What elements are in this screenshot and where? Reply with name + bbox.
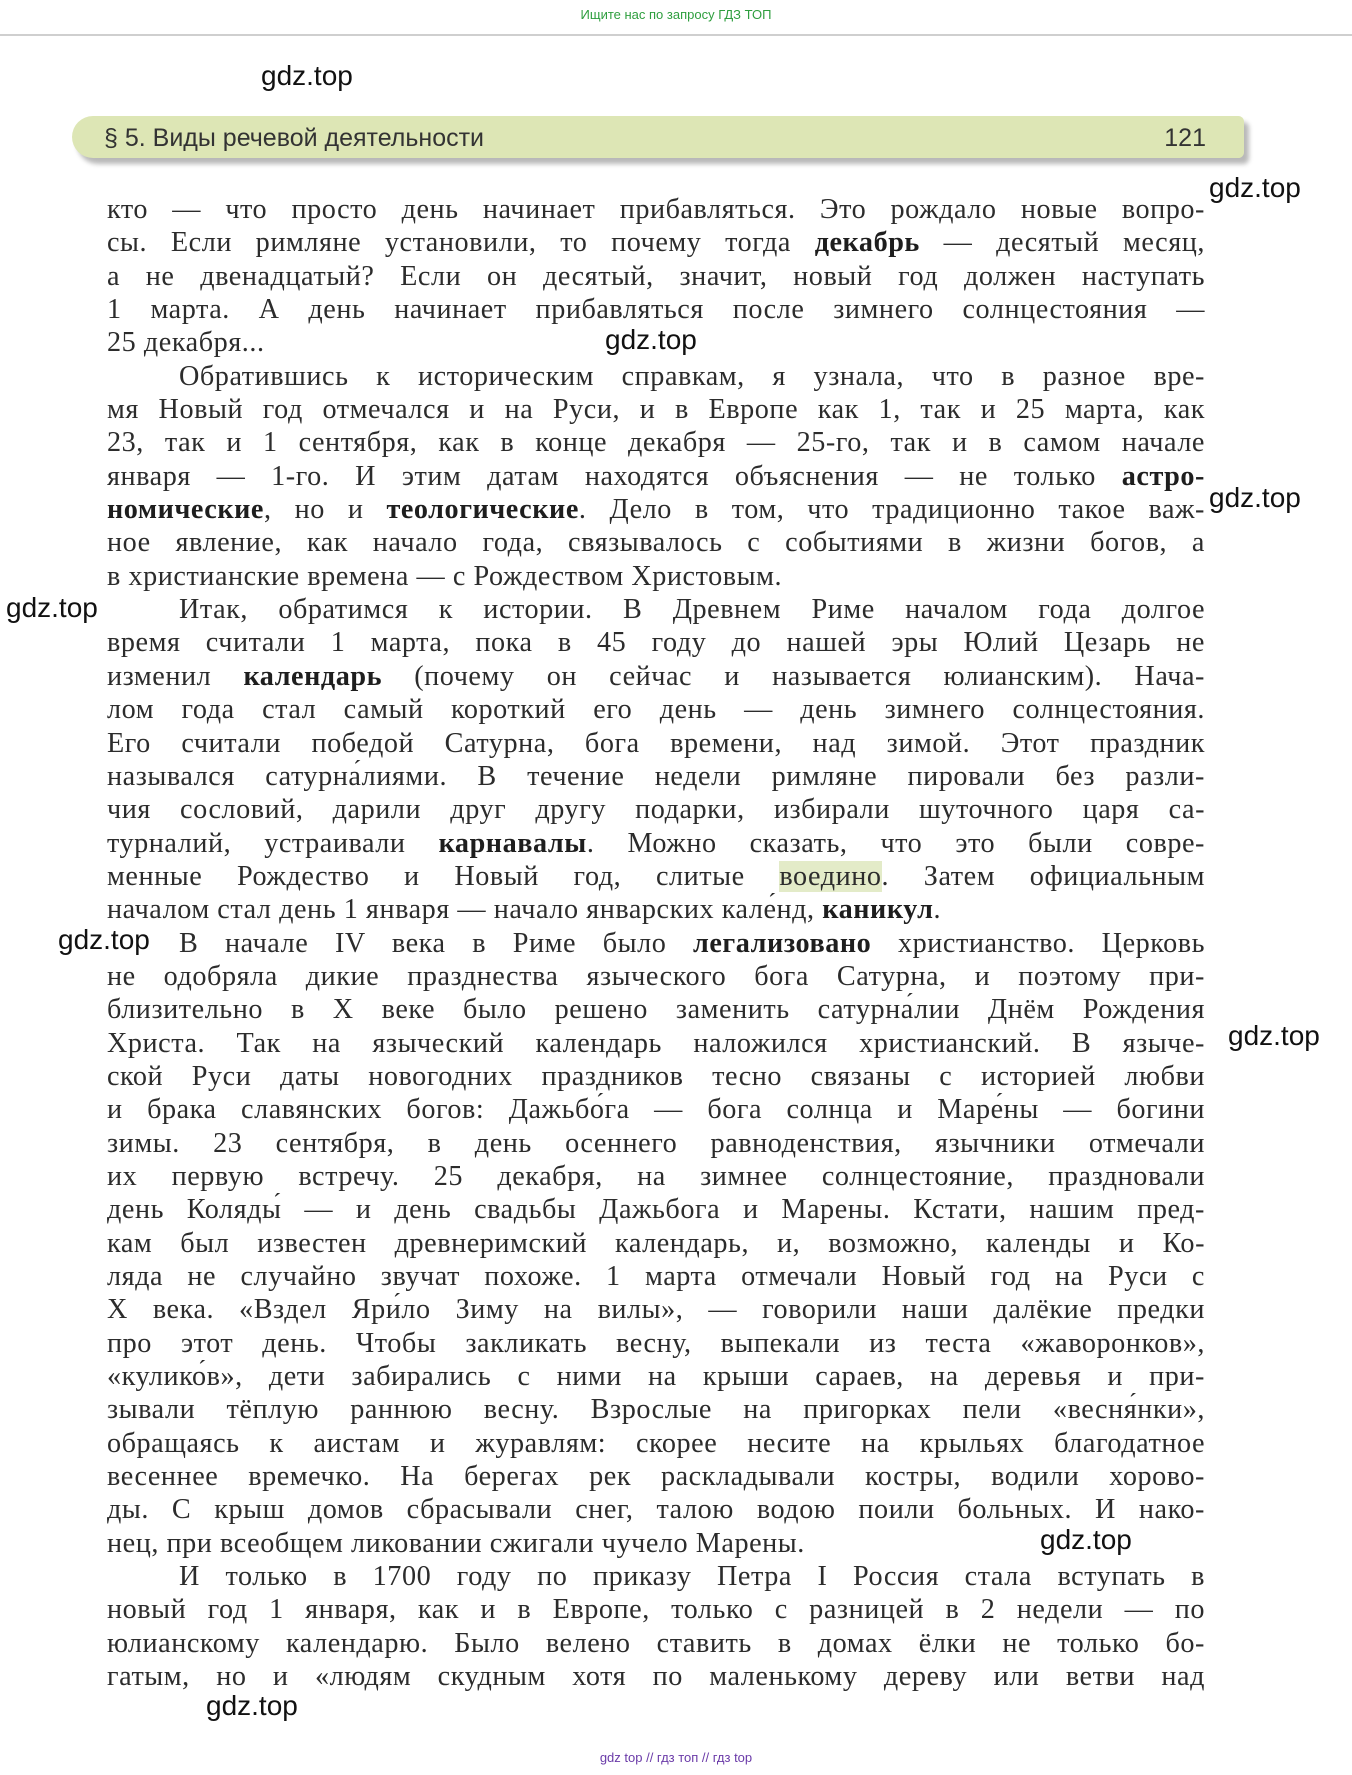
watermark: gdz.top (58, 924, 150, 955)
text-line: ской Руси даты новогодних праздников тесно связаны с историей любви (107, 1060, 1205, 1092)
text-line: их первую встречу. 25 декабря, на зимнее солнцестояние, праздновали (107, 1160, 1205, 1192)
text-line: Обратившись к историческим справкам, я узнала, что в разное вре- (179, 360, 1205, 392)
top-banner (0, 0, 1352, 36)
watermark: gdz.top (1209, 172, 1301, 203)
watermark: gdz.top (605, 324, 697, 355)
text-line: а не двенадцатый? Если он десятый, значит, новый год должен наступать (107, 260, 1205, 292)
text-line: турналий, устраивали карнавалы. Можно сказать, что это были совре- (107, 827, 1205, 859)
text-line: про этот день. Чтобы закликать весну, выпекали из теста «жаворонков», (107, 1327, 1205, 1359)
banner-link[interactable]: Ищите нас по запросу ГДЗ ТОП (580, 7, 772, 22)
text-line: и брака славянских богов: Дажьбо́га — бога солнца и Маре́ны — богини (107, 1094, 1205, 1126)
text-line: менные Рождество и Новый год, слитые воедино. Затем официальным (107, 860, 1205, 892)
text-line: 23, так и 1 сентября, как в конце декабря — 25-го, так и в самом начале (107, 427, 1205, 459)
text-line: не одобряла дикие празднества языческого бога Сатурна, и поэтому при- (107, 960, 1205, 992)
watermark: gdz.top (206, 1690, 298, 1721)
watermark: gdz.top (1228, 1020, 1320, 1051)
text-line: юлианскому календарю. Было велено ставить в домах ёлки не только бо- (107, 1627, 1205, 1659)
text-line: нец, при всеобщем ликовании сжигали чучело Марены. (107, 1527, 805, 1559)
page-number: 121 (1164, 124, 1206, 152)
footer-links[interactable]: gdz top // гдз топ // гдз top (599, 1750, 753, 1765)
body-text (107, 193, 1205, 1693)
text-line: И только в 1700 году по приказу Петра I Россия стала вступать в (179, 1561, 1205, 1593)
text-line: зывали тёплую раннюю весну. Взрослые на пригорках пели «весня́нки», (107, 1394, 1205, 1426)
text-line: Христа. Так на языческий календарь наложился христианский. В языче- (107, 1027, 1205, 1059)
text-line: день Коляды́ — и день свадьбы Дажьбога и Марены. Кстати, нашим пред- (107, 1194, 1205, 1226)
page-header (72, 116, 1244, 158)
text-line: началом стал день 1 января — начало январских кале́нд, каникул. (107, 894, 942, 926)
text-line: января — 1-го. И этим датам находятся объяснения — не только астро- (107, 460, 1205, 492)
text-line: мя Новый год отмечался и на Руси, и в Европе как 1, так и 25 марта, как (107, 394, 1205, 426)
text-line: время считали 1 марта, пока в 45 году до нашей эры Юлий Цезарь не (107, 627, 1205, 659)
text-line: «кулико́в», дети забирались с ними на крыши сараев, на деревья и при- (107, 1361, 1205, 1393)
text-line: сы. Если римляне установили, то почему тогда декабрь — десятый месяц, (107, 227, 1205, 259)
text-line: кто — что просто день начинает прибавляться. Это рождало новые вопро- (107, 194, 1205, 225)
text-line: близительно в X веке было решено заменить сатурна́лии Днём Рождения (107, 994, 1205, 1026)
text-line: ное явление, как начало года, связывалось с событиями в жизни богов, а (107, 527, 1205, 559)
watermark: gdz.top (261, 60, 353, 91)
text-line: чия сословий, дарили друг другу подарки, избирали шуточного царя са- (107, 794, 1205, 826)
text-line: 25 декабря... (107, 327, 265, 359)
text-line: лом года стал самый короткий его день — день зимнего солнцестояния. (107, 694, 1205, 726)
text-line: гатым, но и «людям скудным хотя по маленькому дереву или ветви над (107, 1661, 1205, 1693)
watermark: gdz.top (1040, 1524, 1132, 1555)
text-line: новый год 1 января, как и в Европе, только с разницей в 2 недели — по (107, 1594, 1205, 1626)
text-line: В начале IV века в Риме было легализовано христианство. Церковь (179, 927, 1205, 959)
text-line: назывался сатурна́лиями. В течение недели римляне пировали без разли- (107, 760, 1205, 792)
text-line: 1 марта. А день начинает прибавляться после зимнего солнцестояния — (107, 294, 1205, 326)
text-line: Его считали победой Сатурна, бога времени, над зимой. Этот праздник (107, 727, 1205, 759)
text-line: ды. С крыш домов сбрасывали снег, талою водою поили больных. И нако- (107, 1494, 1205, 1526)
text-line: в христианские времена — с Рождеством Христовым. (107, 560, 783, 592)
text-line: кам был известен древнеримский календарь, и, возможно, календы и Ко- (107, 1227, 1205, 1259)
text-line: Итак, обратимся к истории. В Древнем Риме началом года долгое (179, 594, 1205, 626)
text-line: весеннее времечко. На берегах рек раскладывали костры, водили хорово- (107, 1461, 1205, 1493)
text-line: номические, но и теологические. Дело в том, что традиционно такое важ- (107, 494, 1205, 526)
watermark: gdz.top (6, 592, 98, 623)
text-line: ляда не случайно звучат похоже. 1 марта отмечали Новый год на Руси с (107, 1261, 1205, 1292)
watermark: gdz.top (1209, 482, 1301, 513)
text-line: X века. «Вздел Яри́ло Зиму на вилы», — говорили наши далёкие предки (107, 1294, 1205, 1326)
text-line: обращаясь к аистам и журавлям: скорее несите на крыльях благодатное (107, 1427, 1205, 1459)
highlighted-word: воедино (779, 860, 882, 892)
section-title: § 5. Виды речевой деятельности (104, 124, 485, 152)
text-line: изменил календарь (почему он сейчас и называется юлианским). Нача- (107, 660, 1205, 692)
text-line: зимы. 23 сентября, в день осеннего равноденствия, язычники отмечали (107, 1127, 1205, 1159)
